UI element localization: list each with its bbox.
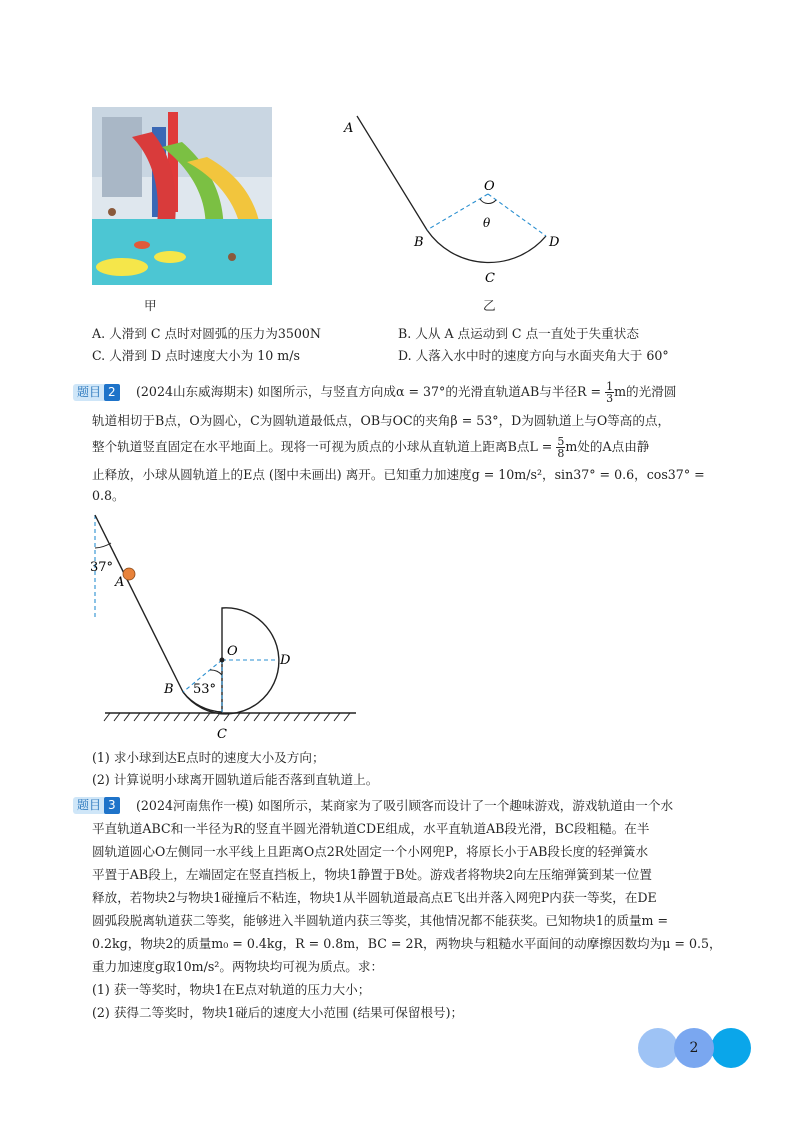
option-b: B. 人从 A 点运动到 C 点一直处于失重状态 [398, 326, 639, 341]
q2-subquestion-2: (2) 计算说明小球离开圆轨道后能否落到直轨道上。 [92, 772, 379, 787]
label-D: D [549, 235, 560, 250]
q3-subquestion-2: (2) 获得二等奖时，物块1碰后的速度大小范围 (结果可保留根号)； [92, 1005, 464, 1020]
q3-line-8: 重力加速度g取10m/s²。两物块均可视为质点。求： [92, 959, 384, 974]
q3-line-2: 平直轨道ABC和一半径为R的竖直半圆光滑轨道CDE组成，水平直轨道AB段光滑，BC段粗糙。在半 [92, 821, 650, 836]
q2-line-1 [136, 381, 676, 404]
q2-line-1-tail: m的光滑圆 [614, 384, 677, 399]
track-diagram-yi [330, 110, 580, 290]
label-A: A [115, 575, 125, 590]
q2-line-3 [92, 436, 649, 459]
page-decor-circle-left [638, 1028, 678, 1068]
q2-line-1-text: (2024山东威海期末) 如图所示，与竖直方向成α = 37°的光滑直轨道AB与半径R = [136, 384, 602, 399]
option-a: A. 人滑到 C 点时对圆弧的压力为3500N [92, 326, 321, 341]
fraction-R [605, 381, 614, 404]
question-badge-2 [73, 384, 120, 401]
figure-caption-yi: 乙 [483, 298, 496, 313]
q2-line-5: 0.8。 [92, 488, 125, 503]
badge-number: 3 [104, 797, 120, 814]
page-decor-circle-right [711, 1028, 751, 1068]
label-theta: θ [483, 216, 491, 230]
label-D: D [280, 653, 291, 668]
fraction-R-denominator: 3 [606, 392, 614, 405]
label-C: C [217, 727, 227, 742]
label-B: B [164, 682, 174, 697]
badge-label: 题目 [77, 385, 102, 399]
q3-line-6: 圆弧段脱离轨道获二等奖，能够进入半圆轨道内获三等奖，其他情况都不能获奖。已知物块1的质量m = [92, 913, 669, 928]
q3-line-5: 释放，若物块2与物块1碰撞后不粘连，物块1从半圆轨道最高点E飞出并落入网兜P内获一等奖，在DE [92, 890, 657, 905]
label-37-degrees: 37° [90, 560, 114, 575]
q3-line-7: 0.2kg，物块2的质量m₀ = 0.4kg，R = 0.8m，BC = 2R，两物块与粗糙水平面间的动摩擦因数均为μ = 0.5， [92, 936, 722, 951]
q2-subquestion-1: (1) 求小球到达E点时的速度大小及方向； [92, 750, 325, 765]
fraction-R-numerator: 1 [606, 380, 614, 393]
figure-caption-jia: 甲 [144, 298, 157, 313]
q2-track-diagram [80, 510, 370, 745]
q2-line-3-tail: m处的A点由静 [565, 439, 650, 454]
option-c: C. 人滑到 D 点时速度大小为 10 m/s [92, 348, 300, 363]
fraction-L-numerator: 5 [557, 435, 565, 448]
label-C: C [485, 271, 495, 286]
q2-line-4: 止释放，小球从圆轨道上的E点 (图中未画出) 离开。已知重力加速度g = 10m/s²，sin37° = 0.6，cos37° = [92, 467, 705, 482]
q2-line-2: 轨道相切于B点，O为圆心，C为圆轨道最低点，OB与OC的夹角β = 53°，D为圆轨道上与O等高的点， [92, 413, 671, 428]
label-A: A [344, 121, 354, 136]
waterslide-photo [92, 107, 272, 285]
page-number: 2 [674, 1028, 714, 1068]
q3-line-1: (2024河南焦作一模) 如图所示，某商家为了吸引顾客而设计了一个趣味游戏，游戏轨道由一个水 [136, 798, 674, 813]
label-B: B [414, 235, 424, 250]
fraction-L-denominator: 8 [557, 447, 565, 460]
question-badge-3 [73, 797, 120, 814]
badge-label: 题目 [77, 798, 102, 812]
q3-line-3: 圆轨道圆心O左侧同一水平线上且距离O点2R处固定一个小网兜P，将原长小于AB段长度的轻弹簧水 [92, 844, 649, 859]
q2-line-3-text: 整个轨道竖直固定在水平地面上。现将一可视为质点的小球从直轨道上距离B点L = [92, 439, 553, 454]
label-53-degrees: 53° [193, 682, 217, 697]
q3-subquestion-1: (1) 获一等奖时，物块1在E点对轨道的压力大小； [92, 982, 371, 997]
badge-number: 2 [104, 384, 120, 401]
label-O: O [227, 644, 238, 659]
q3-line-4: 平置于AB段上，左端固定在竖直挡板上，物块1静置于B处。游戏者将物块2向左压缩弹簧到某一位置 [92, 867, 652, 882]
label-O: O [484, 179, 495, 194]
option-d: D. 人落入水中时的速度方向与水面夹角大于 60° [398, 348, 669, 363]
